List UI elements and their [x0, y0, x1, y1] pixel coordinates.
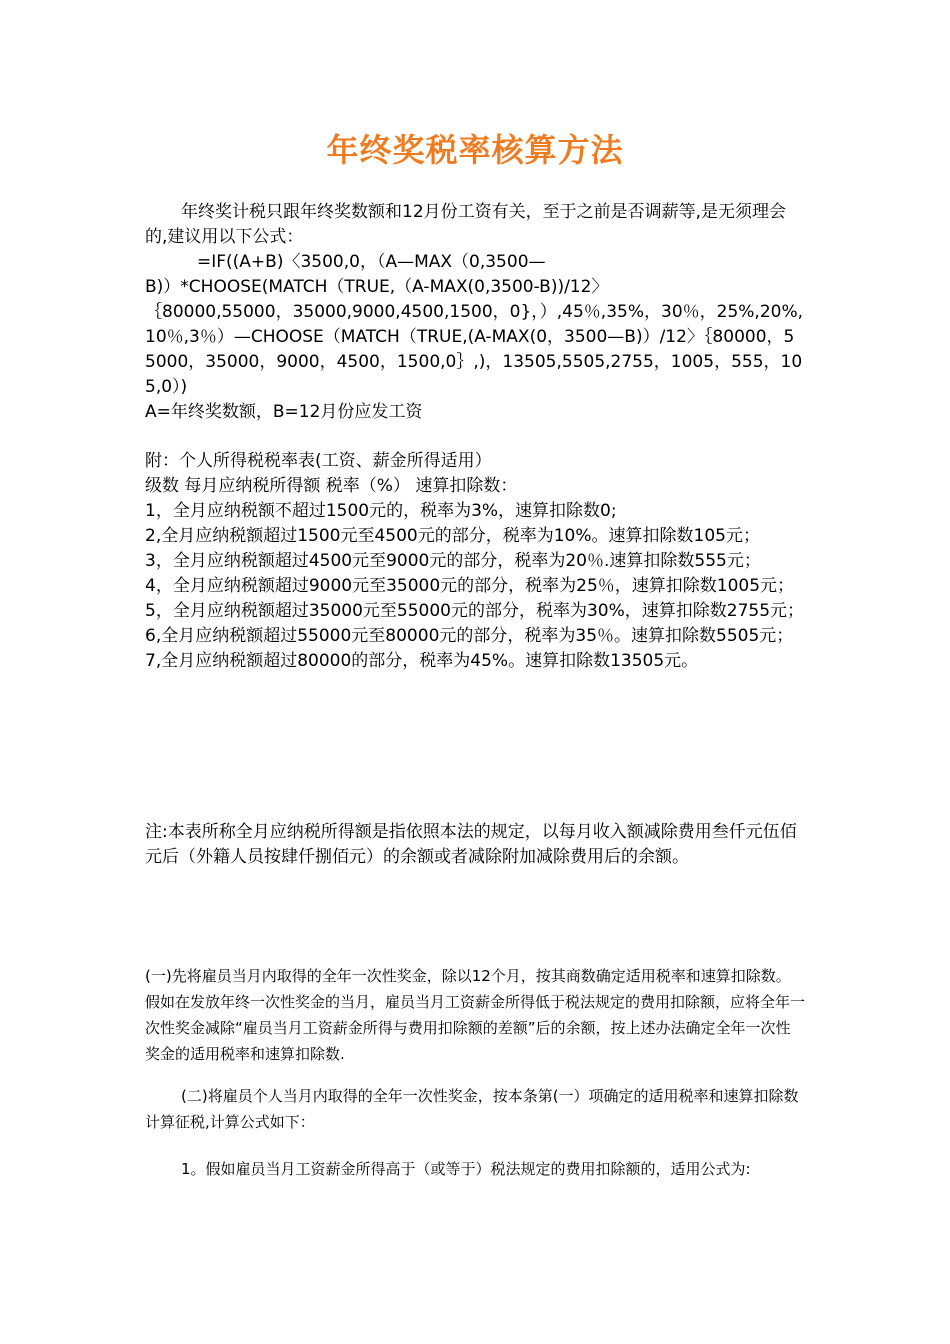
tax-bracket: 6,全月应纳税额超过55000元至80000元的部分，税率为35％。速算扣除数5505元； — [145, 626, 794, 646]
formula-line: =IF((A+B)〈3500,0，（A—MAX（0,3500— — [197, 252, 546, 272]
rule-text: 1。假如雇员当月工资薪金所得高于（或等于）税法规定的费用扣除额的，适用公式为: — [181, 1160, 751, 1178]
tax-bracket: 1，全月应纳税额不超过1500元的，税率为3%，速算扣除数0; — [145, 501, 617, 521]
formula-line: ｛80000,55000，35000,9000,4500,1500，0}，）,45％,35%，30％，25%,20%,10％,3％）—CHOOSE（MATCH（TRUE,(A-MAX(0，3500—B)）/12〉｛80000，55000，35000，9000，4500，1500,0｝,)，13505,5505,2755，1005，555，105,0）) — [145, 302, 804, 397]
tax-bracket: 2,全月应纳税额超过1500元至4500元的部分，税率为10%。速算扣除数105元； — [145, 526, 760, 546]
formula-line: B)）*CHOOSE(MATCH（TRUE,（A-MAX(0,3500-B))/12〉 — [145, 277, 609, 297]
note-paragraph: 注:本表所称全月应纳税所得额是指依照本法的规定，以每月收入额减除费用叁仟元伍佰元后（外籍人员按肆仟捌佰元）的余额或者减除附加减除费用后的余额。 — [145, 822, 797, 867]
tax-bracket: 5，全月应纳税额超过35000元至55000元的部分，税率为30%，速算扣除数2755元； — [145, 601, 805, 621]
rule-text: (二)将雇员个人当月内取得的全年一次性奖金，按本条第(一）项确定的适用税率和速算扣除数计算征税,计算公式如下： — [145, 1087, 799, 1131]
tax-rate-table — [145, 449, 805, 674]
table-header: 级数 每月应纳税所得额 税率（%） 速算扣除数： — [145, 476, 518, 496]
tax-bracket: 4，全月应纳税额超过9000元至35000元的部分，税率为25％，速算扣除数1005元； — [145, 576, 795, 596]
intro-paragraph: 年终奖计税只跟年终奖数额和12月份工资有关，至于之前是否调薪等,是无须理会的,建议用以下公式： — [145, 202, 787, 247]
rule-paragraph-3 — [145, 1156, 805, 1182]
rule-text: (一)先将雇员当月内取得的全年一次性奖金，除以12个月，按其商数确定适用税率和速算扣除数。假如在发放年终一次性奖金的当月，雇员当月工资薪金所得低于税法规定的费用扣除额，应将全年一次性奖金减除“雇员当月工资薪金所得与费用扣除额的差额”后的余额，按上述办法确定全年一次性奖金的适用税率和速算扣除数. — [145, 967, 806, 1063]
note-section — [145, 820, 805, 870]
formula-section — [145, 200, 805, 425]
rule-paragraph-2 — [145, 1083, 805, 1135]
document-title: 年终奖税率核算方法 — [326, 131, 624, 169]
tax-bracket: 7,全月应纳税额超过80000的部分，税率为45%。速算扣除数13505元。 — [145, 651, 699, 671]
rule-paragraph-1 — [145, 963, 805, 1067]
variable-definition: A=年终奖数额，B=12月份应发工资 — [145, 402, 423, 422]
appendix-title: 附：个人所得税税率表(工资、薪金所得适用） — [145, 451, 492, 471]
tax-bracket: 3，全月应纳税额超过4500元至9000元的部分，税率为20％.速算扣除数555元； — [145, 551, 761, 571]
